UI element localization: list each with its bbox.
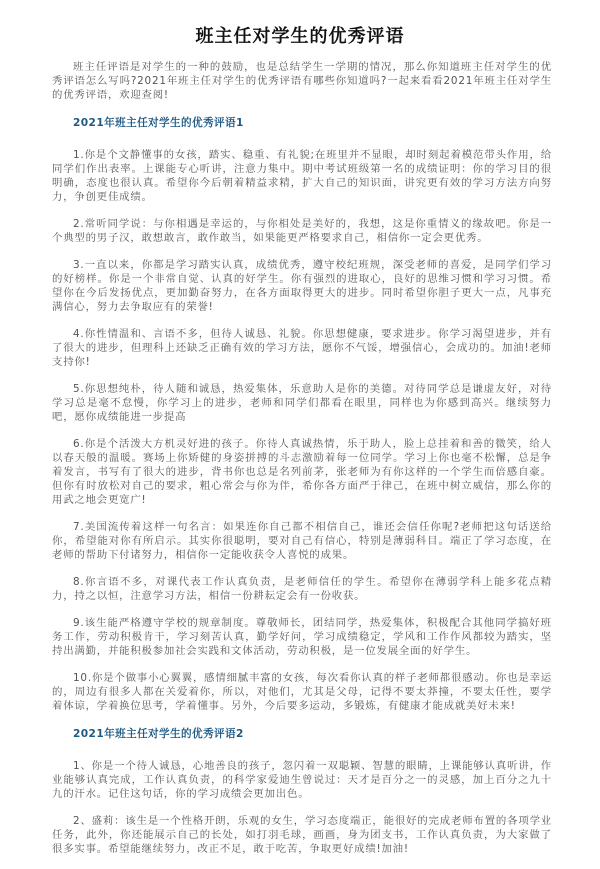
page-title: 班主任对学生的优秀评语 (195, 26, 405, 47)
comment-paragraph: 6.你是个活泼大方机灵好进的孩子。你待人真诚热情，乐于助人，脸上总挂着和善的微笑，给人以春天般的温暖。赛场上你矫健的身姿拼搏的斗志激励着每一位同学。学习上你也毫不松懈，总是争着发言，书写有了很大的进步，背书你也总是名列前茅，张老师为有你这样的一个学生而倍感自豪。但你有时放松对自己的要求，粗心常会与你为伴，希你各方面严于律己，在班中树立威信，那么你的用武之地会更宽广! (52, 438, 552, 506)
comment-paragraph: 2.常听同学说：与你相遇是幸运的，与你相处是美好的，我想，这是你重情义的缘故吧。你是一个典型的男子汉，敢想敢言，敢作敢当，如果能更严格要求自己，相信你一定会更优秀。 (52, 218, 552, 244)
comment-paragraph: 3.一直以来，你都是学习踏实认真，成绩优秀，遵守校纪班规，深受老师的喜爱，是同学们学习的好榜样。你是一个非常自觉、认真的好学生。你有强烈的进取心，良好的思维习惯和学习习惯。希望你在今后发扬优点，更加勤奋努力，在各方面取得更大的进步。同时希望你胆子更大一点，凡事充满信心，努力去争取应有的荣誉! (52, 259, 552, 313)
comment-paragraph: 2、盛莉：该生是一个性格开朗，乐观的女生，学习态度端正，能很好的完成老师布置的各项学业任务，此外，你还能展示自己的长处，如打羽毛球，画画，身为团支书，工作认真负责，为大家做了很多实事。希望能继续努力，改正不足，敢于吃苦，争取更好成绩!加油! (52, 815, 552, 855)
comment-paragraph: 9.该生能严格遵守学校的规章制度。尊敬师长，团结同学，热爱集体，积极配合其他同学搞好班务工作，劳动积极肯干，学习刻苦认真，勤学好问，学习成绩稳定，学风和工作作风都较为踏实，坚持出满勤，并能积极参加社会实践和文体活动，劳动积极，是一位发展全面的好学生。 (52, 617, 552, 657)
comment-paragraph: 1、你是一个待人诚恳，心地善良的孩子，忽闪着一双聪颖、智慧的眼睛，上课能够认真听讲，作业能够认真完成，工作认真负责，的科学家爱迪生曾说过：天才是百分之一的灵感，加上百分之九十九的汗水。记住这句话，你的学习成绩会更加出色。 (52, 760, 552, 800)
section-heading-2: 2021年班主任对学生的优秀评语2 (73, 728, 244, 740)
document-body (52, 60, 552, 869)
comment-paragraph: 4.你性情温和、言语不多，但待人诚恳、礼貌。你思想健康，要求进步。你学习渴望进步，并有了很大的进步，但理科上还缺乏正确有效的学习方法，愿你不气馁，增强信心，会成功的。加油!老师支持你! (52, 328, 552, 368)
section-heading-1: 2021年班主任对学生的优秀评语1 (73, 117, 244, 129)
comment-paragraph: 7.美国流传着这样一句名言：如果连你自己都不相信自己，谁还会信任你呢?老师把这句话送给你，希望能对你有所启示。其实你很聪明，要对自己有信心，特别是薄弱科目。端正了学习态度，在老师的帮助下付诸努力，相信你一定能收获令人喜悦的成果。 (52, 521, 552, 561)
comment-paragraph: 5.你思想纯朴，待人随和诚恳，热爱集体，乐意助人是你的美德。对待同学总是谦虚友好，对待学习总是毫不怠慢，你学习上的进步，老师和同学们都看在眼里，同样也为你感到高兴。继续努力吧，愿你成绩能进一步提高 (52, 383, 552, 423)
intro-paragraph: 班主任评语是对学生的一种的鼓励，也是总结学生一学期的情况，那么你知道班主任对学生的优秀评语怎么写吗?2021年班主任对学生的优秀评语有哪些你知道吗?一起来看看2021年班主任对学生的优秀评语，欢迎查阅! (52, 61, 552, 101)
comment-paragraph: 8.你言语不多，对课代表工作认真负责，是老师信任的学生。希望你在薄弱学科上能多花点精力，持之以恒，注意学习方法，相信一份耕耘定会有一份收获。 (52, 576, 552, 602)
comment-paragraph: 1.你是个文静懂事的女孩，踏实、稳重、有礼貌;在班里并不显眼，却时刻起着模范带头作用，给同学们作出表率。上课能专心听讲，注意力集中。期中考试班级第一名的成绩证明：你的学习目的很明确，态度也很认真。希望你今后朝着精益求精，扩大自己的知识面，讲究更有效的学习方法方向努力，争创更佳成绩。 (52, 149, 552, 203)
comment-paragraph: 10.你是个做事小心翼翼，感情细腻丰富的女孩，每次看你认真的样子老师都很感动。你也是幸运的，周边有很多人都在关爱着你，所以，对他们，尤其是父母，记得不要太莽撞，不要太任性，要学着体谅，学着换位思考，学着懂事。另外，今后要多运动，多锻炼，有健康才能成就美好未来! (52, 672, 552, 712)
